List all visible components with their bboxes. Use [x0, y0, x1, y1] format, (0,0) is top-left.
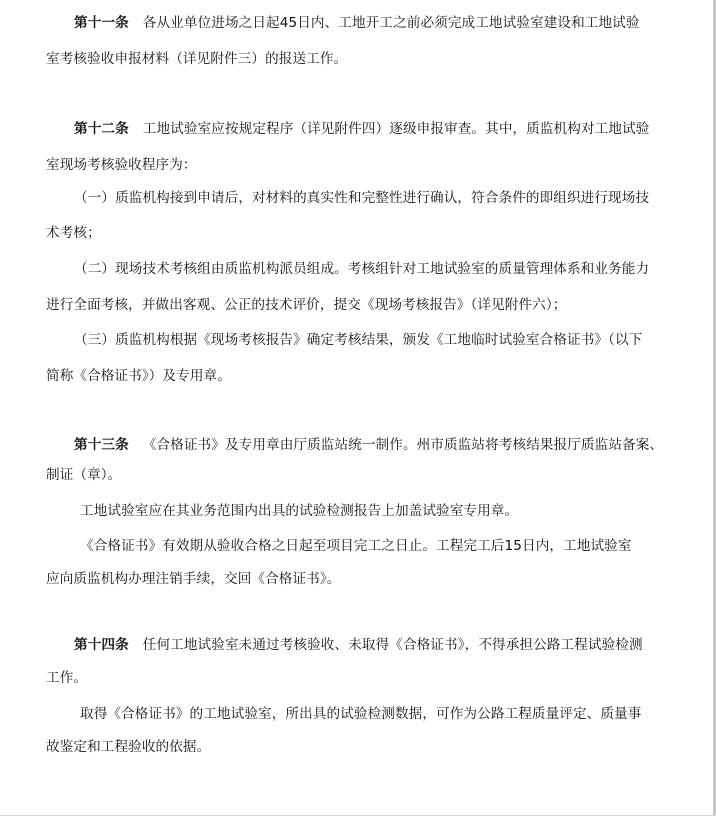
article-11-line-1 [74, 14, 640, 32]
article-14-heading: 第十四条 [74, 637, 129, 653]
article-14-line-2: 工作。 [46, 670, 88, 686]
article-13-paragraph-2-line-2: 应向质监机构办理注销手续，交回《合格证书》。 [46, 571, 341, 587]
article-13-line-2: 制证（章）。 [46, 467, 122, 483]
article-11-text-1: 各从业单位进场之日起45日内、工地开工之前必须完成工地试验室建设和工地试验 [142, 15, 640, 31]
article-13-paragraph-1-line-1: 工地试验室应在其业务范围内出具的试验检测报告上加盖试验室专用章。 [80, 503, 519, 519]
article-13-line-1 [74, 436, 663, 454]
article-11-line-2: 室考核验收申报材料（详见附件三）的报送工作。 [46, 51, 348, 67]
article-13-text-1: 《合格证书》及专用章由厅质监站统一制作。州市质监站将考核结果报厅质监站备案、 [142, 437, 664, 453]
article-12-line-2: 室现场考核验收程序为： [46, 157, 197, 173]
article-12-heading: 第十二条 [74, 121, 129, 137]
article-12-item-2-line-1: （二）现场技术考核组由质监机构派员组成。考核组针对工地试验室的质量管理体系和业务能力 [74, 261, 650, 277]
article-14-text-1: 任何工地试验室未通过考核验收、未取得《合格证书》，不得承担公路工程试验检测 [142, 637, 643, 653]
article-11-heading: 第十一条 [74, 15, 129, 31]
article-13-heading: 第十三条 [74, 437, 129, 453]
article-12-item-3-line-2: 简称《合格证书》）及专用章。 [46, 368, 231, 384]
article-14-paragraph-1-line-1: 取得《合格证书》的工地试验室，所出具的试验检测数据，可作为公路工程质量评定、质量事 [80, 706, 642, 722]
article-14-line-1 [74, 636, 643, 654]
article-12-item-3-line-1: （三）质监机构根据《现场考核报告》确定考核结果，颁发《工地临时试验室合格证书》（以下 [74, 332, 643, 348]
article-12-line-1 [74, 120, 649, 138]
article-12-item-1-line-1: （一）质监机构接到申请后，对材料的真实性和完整性进行确认，符合条件的即组织进行现场技 [74, 190, 650, 206]
article-12-item-2-line-2: 进行全面考核，并做出客观、公正的技术评价，提交《现场考核报告》（详见附件六）； [46, 297, 567, 313]
article-12-text-1: 工地试验室应按规定程序（详见附件四）逐级申报审查。其中，质监机构对工地试验 [142, 121, 650, 137]
article-13-paragraph-2-line-1: 《合格证书》有效期从验收合格之日起至项目完工之日止。工程完工后15日内，工地试验室 [80, 538, 632, 554]
article-12-item-1-line-2: 术考核； [46, 225, 101, 241]
article-14-paragraph-1-line-2: 故鉴定和工程验收的依据。 [46, 739, 211, 755]
